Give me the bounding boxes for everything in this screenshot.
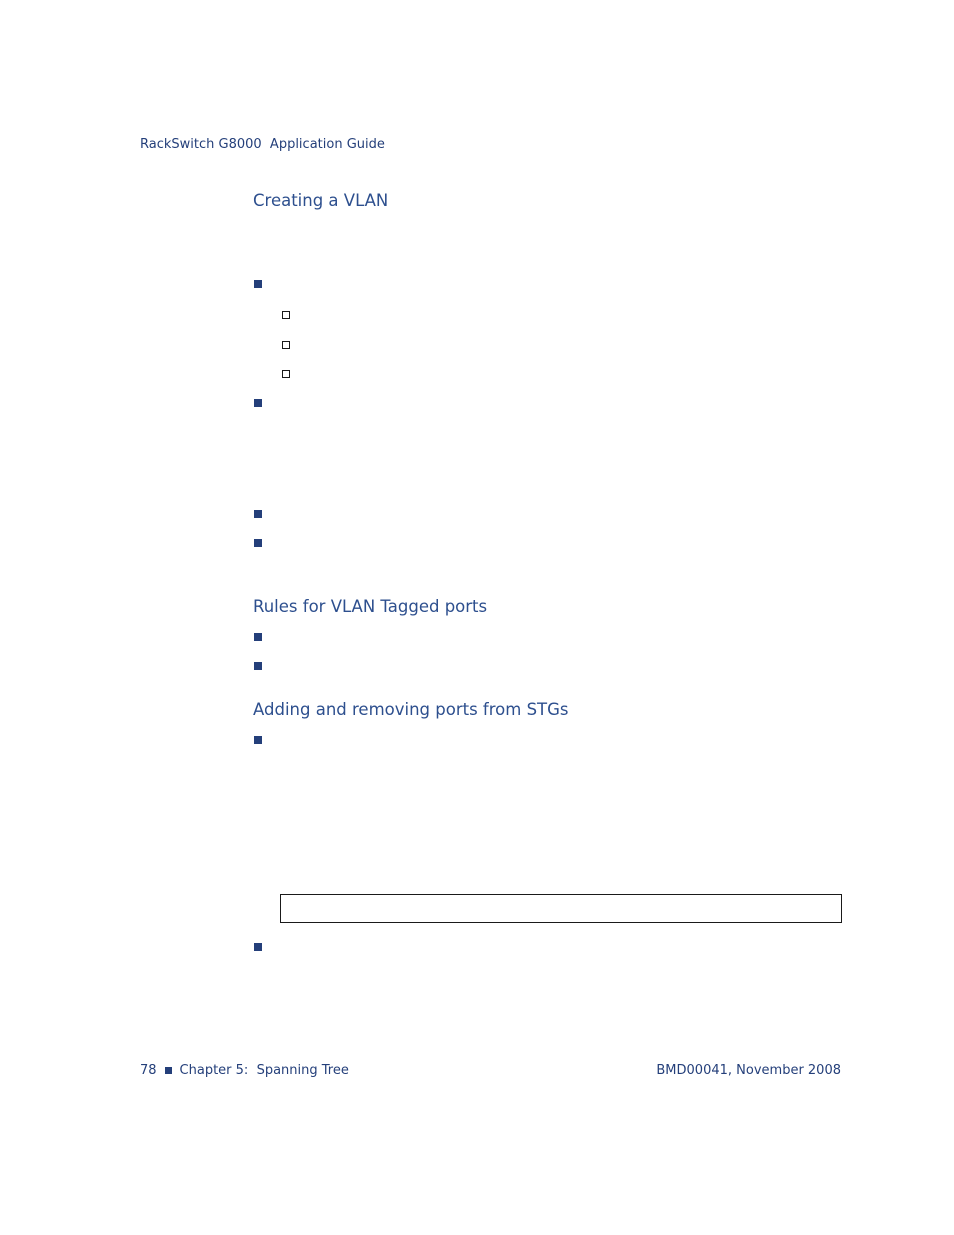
section-heading-creating-vlan: Creating a VLAN <box>253 191 389 210</box>
sub-bullet-icon <box>282 311 290 319</box>
bullet-icon <box>254 736 262 744</box>
document-id: BMD00041, November 2008 <box>656 1063 841 1078</box>
sub-bullet-icon <box>282 341 290 349</box>
footer-left <box>140 1063 349 1078</box>
page-number: 78 <box>140 1063 157 1078</box>
bullet-icon <box>254 280 262 288</box>
section-heading-stg-ports: Adding and removing ports from STGs <box>253 700 569 719</box>
bullet-icon <box>254 633 262 641</box>
code-example-box <box>280 894 842 923</box>
bullet-icon <box>254 510 262 518</box>
bullet-icon <box>254 943 262 951</box>
running-head: RackSwitch G8000 Application Guide <box>140 137 385 152</box>
section-heading-vlan-tagged-ports: Rules for VLAN Tagged ports <box>253 597 488 616</box>
sub-bullet-icon <box>282 370 290 378</box>
chapter-title: Chapter 5: Spanning Tree <box>179 1063 349 1078</box>
footer-separator-icon <box>165 1067 172 1074</box>
bullet-icon <box>254 539 262 547</box>
bullet-icon <box>254 399 262 407</box>
bullet-icon <box>254 662 262 670</box>
